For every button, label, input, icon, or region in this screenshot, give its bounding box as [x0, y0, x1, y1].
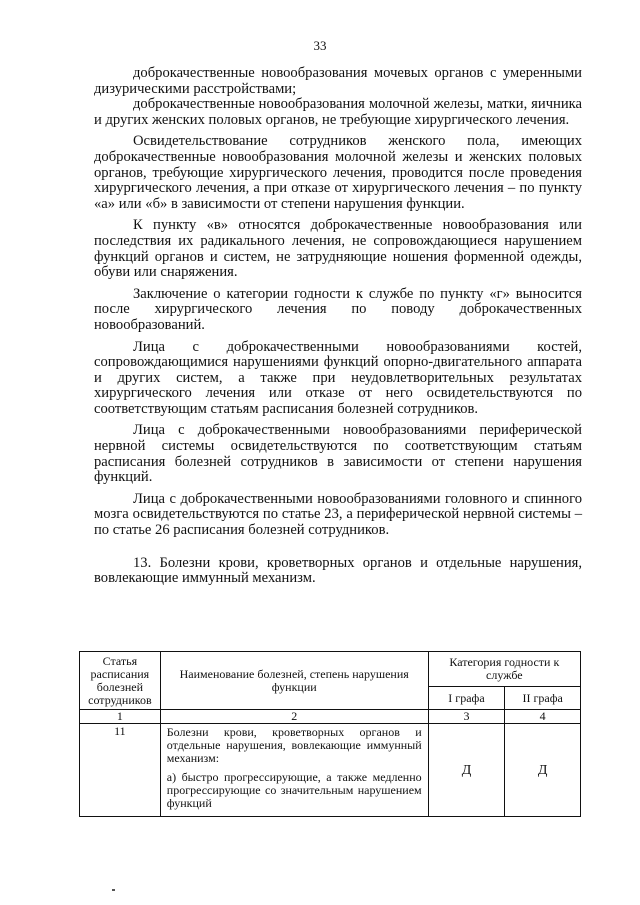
- disease-table: [79, 651, 581, 817]
- header-category: Категория годности к службе: [428, 652, 580, 687]
- document-body: [94, 66, 582, 587]
- row-article: 11: [80, 724, 161, 817]
- scan-mark: [112, 889, 115, 891]
- column-number: 1: [80, 710, 161, 724]
- paragraph-7: Лица с доброкачественными новообразованиями периферической нервной системы освидетельствуются по соответствующим статьям расписания болезней сотрудников в зависимости от степени нарушения функций.: [94, 422, 582, 486]
- row-category-2: Д: [505, 724, 581, 817]
- paragraph-5: Заключение о категории годности к службе по пункту «г» выносится после хирургического лечения по поводу доброкачественных новообразований.: [94, 285, 582, 333]
- column-number: 4: [505, 710, 581, 724]
- paragraph-3: Освидетельствование сотрудников женского пола, имеющих доброкачественные новообразования молочной железы и женских половых органов, требующие хирургического лечения, проводится после проведения хирургического лечения, а при отказе от хирургического лечения – по пункту «а» или «б» в зависимости от степени нарушения функции.: [94, 133, 582, 212]
- row-disease-item: а) быстро прогрессирующие, а также медленно прогрессирующие со значительным нарушением функций: [166, 770, 422, 810]
- page-number: 33: [313, 38, 327, 53]
- paragraph-1: доброкачественные новообразования мочевых органов с умеренными дизурическими расстройствами;: [94, 65, 582, 97]
- header-col-1: I графа: [428, 687, 505, 710]
- row-category-1: Д: [428, 724, 505, 817]
- header-col-2: II графа: [505, 687, 581, 710]
- column-number: 2: [160, 710, 428, 724]
- header-disease: Наименование болезней, степень нарушения функции: [160, 652, 428, 710]
- table-row: [80, 724, 581, 817]
- section-title: 13. Болезни крови, кроветворных органов и отдельные нарушения, вовлекающие иммунный механизм.: [94, 554, 582, 587]
- row-disease-intro: Болезни крови, кроветворных органов и отдельные нарушения, вовлекающие иммунный механизм:: [166, 725, 422, 765]
- row-disease: [160, 724, 428, 817]
- paragraph-4: К пункту «в» относятся доброкачественные новообразования или последствия их радикального лечения, не сопровождающиеся нарушением функций органов и систем, не затрудняющие ношения форменной одежды, обуви или снаряжения.: [94, 217, 582, 281]
- paragraph-8: Лица с доброкачественными новообразованиями головного и спинного мозга освидетельствуются по статье 23, а периферической нервной системы – по статье 26 расписания болезней сотрудников.: [94, 490, 582, 539]
- column-number: 3: [428, 710, 505, 724]
- paragraph-2: доброкачественные новообразования молочной железы, матки, яичника и других женских половых органов, не требующие хирургического лечения.: [94, 96, 582, 128]
- header-article: Статья расписания болезней сотрудников: [80, 652, 161, 710]
- table-column-numbers: [80, 710, 581, 724]
- disease-table-wrapper: [79, 651, 581, 817]
- paragraph-6: Лица с доброкачественными новообразованиями костей, сопровождающимися нарушениями функций опорно-двигательного аппарата и других систем, а также при неудовлетворительных результатах хирургического лечения или отказе от него освидетельствуются по соответствующим статьям расписания болезней сотрудников.: [94, 338, 582, 417]
- table-header-row: [80, 652, 581, 687]
